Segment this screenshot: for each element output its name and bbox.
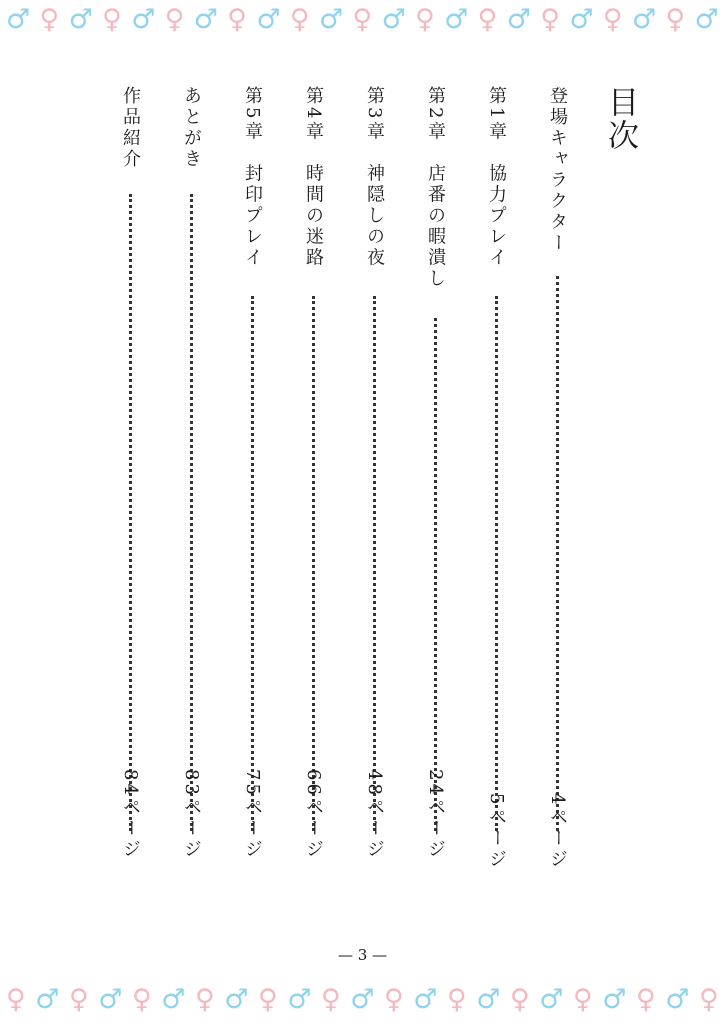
toc-entry-page: 75ページ bbox=[242, 769, 263, 861]
toc-entry[interactable] bbox=[361, 86, 387, 876]
female-symbol-icon: ♀ bbox=[602, 4, 623, 35]
female-symbol-icon: ♀ bbox=[132, 984, 152, 1015]
toc-leader-dots bbox=[251, 296, 254, 831]
male-symbol-icon: ♂ bbox=[506, 4, 531, 35]
female-symbol-icon: ♀ bbox=[227, 4, 248, 35]
female-symbol-icon: ♀ bbox=[573, 984, 593, 1015]
toc-entry[interactable] bbox=[422, 86, 448, 876]
toc-entry[interactable] bbox=[239, 86, 265, 876]
toc-entry-page: 66ページ bbox=[303, 769, 324, 861]
toc-leader-dots bbox=[495, 296, 498, 831]
male-symbol-icon: ♂ bbox=[665, 984, 690, 1015]
male-symbol-icon: ♂ bbox=[131, 4, 156, 35]
male-symbol-icon: ♂ bbox=[569, 4, 594, 35]
female-symbol-icon: ♀ bbox=[69, 984, 89, 1015]
female-symbol-icon: ♀ bbox=[6, 984, 26, 1015]
toc-entry-label: 作品紹介 bbox=[120, 86, 141, 170]
female-symbol-icon: ♀ bbox=[258, 984, 278, 1015]
male-symbol-icon: ♂ bbox=[413, 984, 438, 1015]
female-symbol-icon: ♀ bbox=[510, 984, 530, 1015]
female-symbol-icon: ♀ bbox=[447, 984, 467, 1015]
toc-entry-page: 84ページ bbox=[120, 769, 141, 861]
toc-entry-page: 83ページ bbox=[181, 769, 202, 861]
toc-title: 目次 bbox=[602, 86, 638, 152]
bottom-symbol-border bbox=[0, 984, 725, 1016]
female-symbol-icon: ♀ bbox=[164, 4, 185, 35]
male-symbol-icon: ♂ bbox=[476, 984, 501, 1015]
male-symbol-icon: ♂ bbox=[35, 984, 60, 1015]
female-symbol-icon: ♀ bbox=[195, 984, 215, 1015]
toc-leader-dots bbox=[129, 194, 132, 831]
male-symbol-icon: ♂ bbox=[631, 4, 657, 35]
toc-entry[interactable] bbox=[178, 86, 204, 876]
toc-leader-dots bbox=[190, 194, 193, 831]
toc-entry-label: 第2章 店番の暇潰し bbox=[425, 86, 446, 290]
female-symbol-icon: ♀ bbox=[352, 4, 373, 35]
male-symbol-icon: ♂ bbox=[287, 984, 312, 1015]
male-symbol-icon: ♂ bbox=[539, 984, 564, 1015]
female-symbol-icon: ♀ bbox=[289, 4, 310, 35]
toc-entry[interactable] bbox=[483, 86, 509, 876]
female-symbol-icon: ♀ bbox=[384, 984, 404, 1015]
toc-leader-dots bbox=[556, 276, 559, 831]
toc-entry-page: 24ページ bbox=[425, 769, 446, 861]
toc-entry-label: 第5章 封印プレイ bbox=[242, 86, 263, 269]
toc-entry-label: あとがき bbox=[181, 86, 202, 170]
female-symbol-icon: ♀ bbox=[39, 4, 60, 35]
female-symbol-icon: ♀ bbox=[665, 4, 686, 35]
male-symbol-icon: ♂ bbox=[381, 4, 406, 35]
toc-entry-label: 第1章 協力プレイ bbox=[486, 86, 507, 269]
toc-entry-page: 5ページ bbox=[486, 793, 507, 871]
male-symbol-icon: ♂ bbox=[444, 4, 469, 35]
male-symbol-icon: ♂ bbox=[68, 4, 93, 35]
female-symbol-icon: ♀ bbox=[321, 984, 341, 1015]
male-symbol-icon: ♂ bbox=[98, 984, 123, 1015]
top-symbol-border bbox=[0, 4, 725, 36]
male-symbol-icon: ♂ bbox=[224, 984, 249, 1015]
toc-leader-dots bbox=[312, 296, 315, 831]
toc-entry-label: 第4章 時間の迷路 bbox=[303, 86, 324, 269]
male-symbol-icon: ♂ bbox=[318, 4, 344, 35]
toc-entry-label: 第3章 神隠しの夜 bbox=[364, 86, 385, 269]
toc-entry[interactable] bbox=[300, 86, 326, 876]
male-symbol-icon: ♂ bbox=[602, 984, 627, 1015]
male-symbol-icon: ♂ bbox=[256, 4, 281, 35]
female-symbol-icon: ♀ bbox=[540, 4, 561, 35]
female-symbol-icon: ♀ bbox=[102, 4, 122, 35]
female-symbol-icon: ♀ bbox=[415, 4, 435, 35]
male-symbol-icon: ♂ bbox=[350, 984, 375, 1015]
female-symbol-icon: ♀ bbox=[699, 984, 719, 1015]
toc-entry-page: 48ページ bbox=[364, 769, 385, 861]
female-symbol-icon: ♀ bbox=[636, 984, 656, 1015]
male-symbol-icon: ♂ bbox=[6, 4, 31, 35]
page-number: — 3 — bbox=[337, 946, 388, 964]
male-symbol-icon: ♂ bbox=[193, 4, 218, 35]
toc-entry[interactable] bbox=[544, 86, 570, 876]
toc-entry[interactable] bbox=[117, 86, 143, 876]
toc-entry-label: 登場キャラクター bbox=[547, 86, 568, 254]
male-symbol-icon: ♂ bbox=[694, 4, 719, 35]
toc-leader-dots bbox=[373, 296, 376, 831]
toc-entry-page: 4ページ bbox=[547, 793, 568, 871]
female-symbol-icon: ♀ bbox=[477, 4, 498, 35]
male-symbol-icon: ♂ bbox=[161, 984, 186, 1015]
toc-leader-dots bbox=[434, 318, 437, 831]
